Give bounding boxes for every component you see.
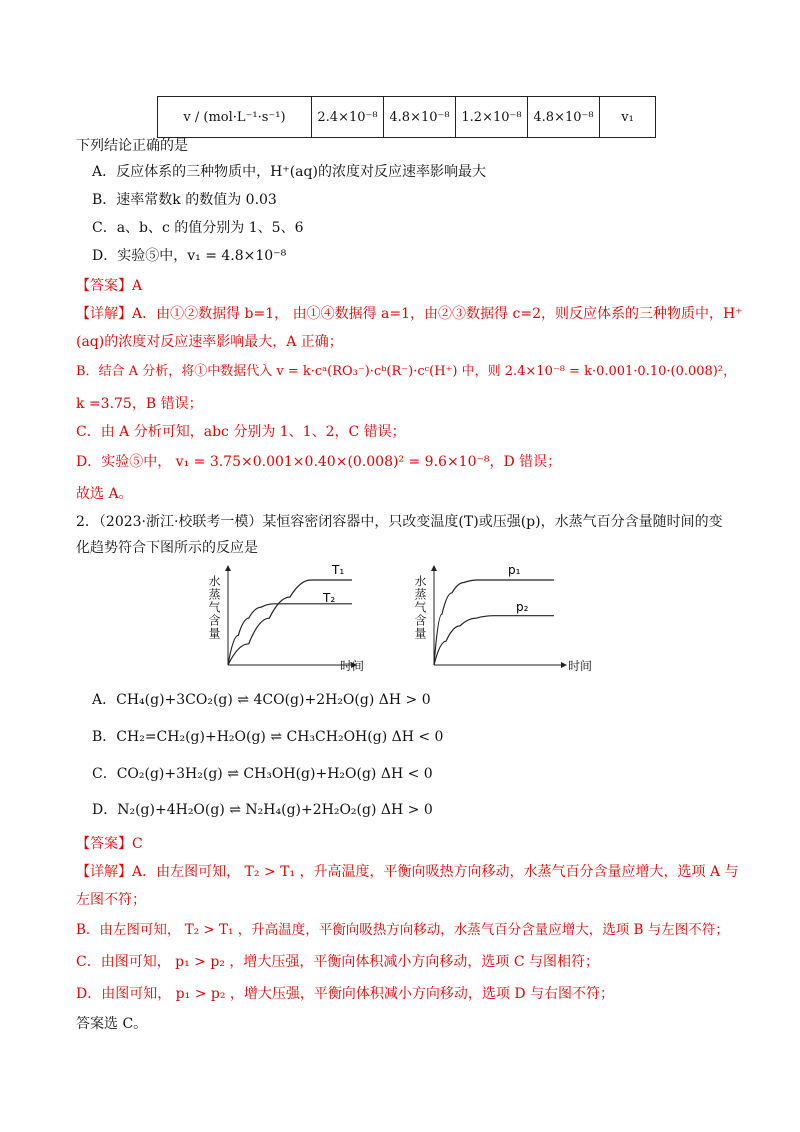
q1-explain-line: k =3.75，B 错误； [76,396,203,412]
q2-option-a: A．CH₄(g)+3CO₂(g) ⇌ 4CO(g)+2H₂O(g) ΔH > 0 [92,692,431,708]
q2-explain-line: 左图不符； [76,892,146,908]
legend-label-p2: p₂ [516,600,529,614]
legend-label-T1: T₁ [332,563,345,577]
q2-conclusion: 答案选 C。 [76,1016,148,1032]
q2-answer: 【答案】C [76,836,143,852]
q2-explain-line: B．由左图可知， T₂ > T₁ ，升高温度，平衡向吸热方向移动，水蒸气百分含量应增大，选项 B 与左图不符； [76,922,729,938]
legend-label-p1: p₁ [508,563,521,577]
series-line-p2 [434,616,554,665]
q2-explain-line: C．由图可知， p₁ > p₂ ，增大压强，平衡向体积减小方向移动，选项 C 与图相符； [76,954,600,970]
q2-option-b: B．CH₂=CH₂(g)+H₂O(g) ⇌ CH₃CH₂OH(g) ΔH < 0 [92,729,444,745]
q1-explain-line: C．由 A 分析可知，abc 分别为 1、1、2，C 错误； [76,424,406,440]
q1-option-b: B．速率常数k 的数值为 0.03 [92,192,277,208]
rate-table [157,96,656,138]
table-header-cell: v / (mol·L⁻¹·s⁻¹) [158,97,312,138]
series-line-p1 [434,580,554,665]
q1-option-d: D．实验⑤中，v₁ = 4.8×10⁻⁸ [92,248,287,264]
q1-explain-line: 【详解】A．由①②数据得 b=1， 由①④数据得 a=1，由②③数据得 c=2，则反应体系的三种物质中，H⁺ [76,306,743,322]
right-chart-ylabel: 水蒸气含量 [413,575,427,640]
table-cell: 1.2×10⁻⁸ [456,97,528,138]
q2-stem-line: 化趋势符合下图所示的反应是 [76,540,258,556]
right-chart-xlabel: 时间 [568,659,593,673]
table-cell: 4.8×10⁻⁸ [384,97,456,138]
q1-option-c: C．a、b、c 的值分别为 1、5、6 [92,220,304,236]
q2-option-d: D．N₂(g)+4H₂O(g) ⇌ N₂H₄(g)+2H₂O₂(g) ΔH > 0 [92,802,433,818]
left-chart-ylabel: 水蒸气含量 [207,575,221,640]
q1-explain-line: (aq)的浓度对反应速率影响最大，A 正确； [76,334,343,350]
legend-label-T2: T₂ [323,591,336,605]
q2-explain-line: 【详解】A．由左图可知， T₂ > T₁ ，升高温度，平衡向吸热方向移动，水蒸气百分含量应增大，选项 A 与 [76,864,739,880]
series-line-T2 [228,604,352,665]
table-cell: 4.8×10⁻⁸ [528,97,600,138]
table-cell: 2.4×10⁻⁸ [312,97,384,138]
table-cell: v₁ [600,97,656,138]
q2-explain-line: D．由图可知， p₁ > p₂ ，增大压强，平衡向体积减小方向移动，选项 D 与右图不符； [76,986,615,1002]
q1-explain-line: D．实验⑤中， v₁ = 3.75×0.001×0.40×(0.008)² = 9.6×10⁻⁸，D 错误； [76,454,562,470]
q1-answer: 【答案】A [76,278,143,294]
q2-option-c: C．CO₂(g)+3H₂(g) ⇌ CH₃OH(g)+H₂O(g) ΔH < 0 [92,766,433,782]
left-chart-xlabel: 时间 [340,659,365,673]
table-row [158,97,656,138]
q1-conclusion: 故选 A。 [76,486,133,502]
q1-explain-line: B．结合 A 分析，将①中数据代入 v = k·cᵃ(RO₃⁻)·cᵇ(R⁻)·cᶜ(H⁺) 中，则 2.4×10⁻⁸ = k·0.001·0.10·(0.008)²， [76,364,737,379]
pressure-chart [408,560,588,675]
q2-stem-line: 2．（2023·浙江·校联考一模）某恒容密闭容器中，只改变温度(T)或压强(p)，水蒸气百分含量随时间的变 [76,514,723,530]
q1-prompt: 下列结论正确的是 [76,138,188,154]
q1-option-a: A．反应体系的三种物质中，H⁺(aq)的浓度对反应速率影响最大 [92,164,486,180]
